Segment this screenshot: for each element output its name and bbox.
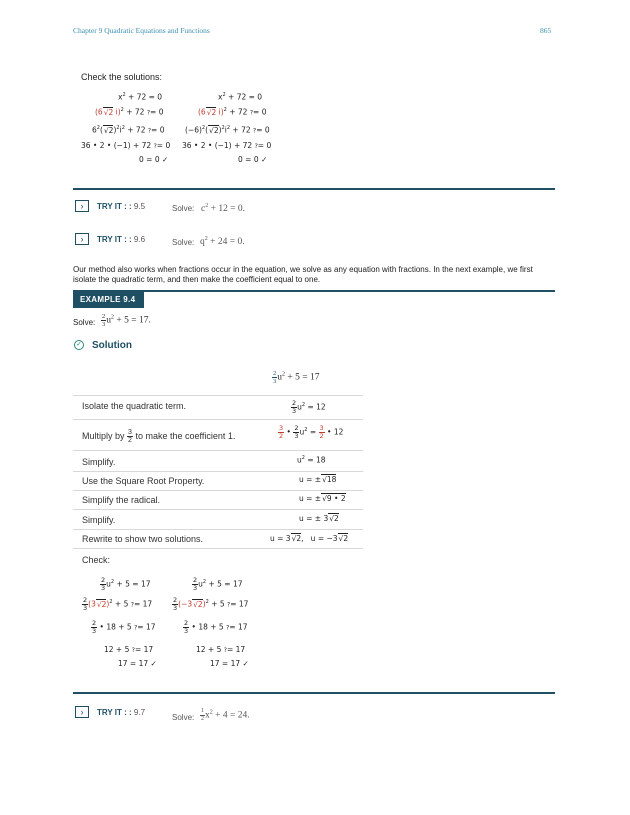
chevron-right-icon[interactable]: › — [75, 706, 89, 718]
check1-right-line5: 0 = 0 ✓ — [238, 155, 268, 164]
chevron-right-icon[interactable]: › — [75, 233, 89, 245]
check1-right-line3: $(-6)^2(√2)^2i^2 + 72$ ?= 0 — [185, 125, 270, 135]
step-5-math: u = ±√9 • 2 — [299, 494, 346, 503]
try-it-label-2: TRY IT : : 9.6 — [97, 235, 146, 244]
row-divider — [73, 450, 363, 451]
step-1-text: Isolate the quadratic term. — [82, 401, 187, 411]
check1-left-line5: 0 = 0 ✓ — [139, 155, 169, 164]
row-divider — [73, 509, 363, 510]
example-divider — [73, 290, 555, 292]
intro-paragraph: Our method also works when fractions occur in the equation, we solve as any equation with fractions. In the next example, we first isolate the quadratic term, and then make the coefficient equal to one. — [73, 265, 533, 284]
step-7-text: Rewrite to show two solutions. — [82, 534, 204, 544]
try-it-label-3: TRY IT : : 9.7 — [97, 708, 146, 717]
checkmark-circle-icon: ✓ — [74, 340, 84, 350]
example-solve-label: Solve: — [73, 318, 96, 327]
check2-left-line4: 12 + 5 ?= 17 — [104, 645, 154, 654]
step-4-text: Use the Square Root Property. — [82, 476, 205, 486]
check1-left-line1: $x^2 + 72 = 0$ — [118, 92, 163, 102]
check1-left-line2: (6√2 i)$^2$ + 72 ?= 0 — [95, 107, 164, 117]
check2-right-line4: 12 + 5 ?= 17 — [196, 645, 246, 654]
row-divider — [73, 548, 363, 549]
check2-left-line3: $\frac{2}{3}$ • 18 + 5 ?= 17 — [92, 619, 156, 635]
step-4-math: u = ±√18 — [299, 475, 337, 484]
check2-right-line3: $\frac{2}{3}$ • 18 + 5 ?= 17 — [184, 619, 248, 635]
step-2-text: Multiply by $\frac{3}{2}$ to make the coefficient 1. — [82, 429, 236, 444]
check2-left-line5: 17 = 17 ✓ — [118, 659, 157, 668]
chapter-header: Chapter 9 Quadratic Equations and Functions — [73, 26, 210, 35]
try-it-solve-3: Solve: — [172, 713, 195, 722]
check1-right-line4: 36 • 2 • (−1) + 72 ?= 0 — [182, 141, 272, 150]
step-6-math: u = ± 3√2 — [299, 514, 339, 523]
example-equation: $\frac{2}{3}$ $u^2 + 5 = 17$. — [102, 313, 151, 328]
check1-left-line3: $6^2(√2)^2i^2 + 72$ ?= 0 — [92, 125, 165, 135]
solution-top-equation: $\frac{2}{3}$ $u^2 + 5 = 17$ — [273, 370, 320, 385]
try-it-equation-3: $\frac{1}{2}$ $x^2 + 4 = 24$. — [201, 708, 250, 722]
step-5-text: Simplify the radical. — [82, 495, 161, 505]
check-intro: Check the solutions: — [81, 72, 163, 82]
step-7-math: u = 3√2, u = −3√2 — [270, 534, 349, 543]
divider-try-it-3 — [73, 692, 555, 694]
step-2-math: $\frac{3}{2}$ • $\frac{2}{3}$ $u^2$ = $\frac{3}{2}$ • 12 — [279, 424, 344, 440]
step-3-math: $u^2 = 18$ — [297, 455, 326, 465]
step-1-math: $\frac{2}{3}$ $u^2 = 12$ — [292, 399, 326, 415]
try-it-equation-2: $q^2 + 24 = 0$. — [200, 236, 245, 248]
check-label: Check: — [82, 555, 111, 565]
try-it-label-1: TRY IT : : 9.5 — [97, 202, 146, 211]
chevron-right-icon[interactable]: › — [75, 200, 89, 212]
check1-left-line4: 36 • 2 • (−1) + 72 ?= 0 — [81, 141, 171, 150]
check2-left-line1: $\frac{2}{3}$ $u^2 + 5 = 17$ — [101, 576, 151, 592]
page-number: 865 — [540, 26, 552, 35]
row-divider — [73, 395, 363, 396]
check1-right-line2: (6√2 i)$^2$ + 72 ?= 0 — [198, 107, 267, 117]
try-it-solve-2: Solve: — [172, 238, 195, 247]
check2-right-line2: $\frac{2}{3}$ $(-3√2)^2 + 5$ ?= 17 — [173, 596, 249, 612]
example-label: EXAMPLE 9.4 — [80, 295, 136, 304]
row-divider — [73, 419, 363, 420]
divider-try-it-1 — [73, 188, 555, 190]
step-3-text: Simplify. — [82, 457, 116, 467]
check2-right-line5: 17 = 17 ✓ — [210, 659, 249, 668]
row-divider — [73, 490, 363, 491]
check1-right-line1: $x^2 + 72 = 0$ — [218, 92, 263, 102]
try-it-solve-1: Solve: — [172, 204, 195, 213]
step-6-text: Simplify. — [82, 515, 116, 525]
check2-left-line2: $\frac{2}{3}$ $(3√2)^2 + 5$ ?= 17 — [83, 596, 153, 612]
solution-heading: Solution — [92, 340, 132, 351]
check2-right-line1: $\frac{2}{3}$ $u^2 + 5 = 17$ — [193, 576, 243, 592]
row-divider — [73, 529, 363, 530]
try-it-equation-1: $c^2 + 12 = 0$. — [201, 203, 246, 215]
row-divider — [73, 471, 363, 472]
